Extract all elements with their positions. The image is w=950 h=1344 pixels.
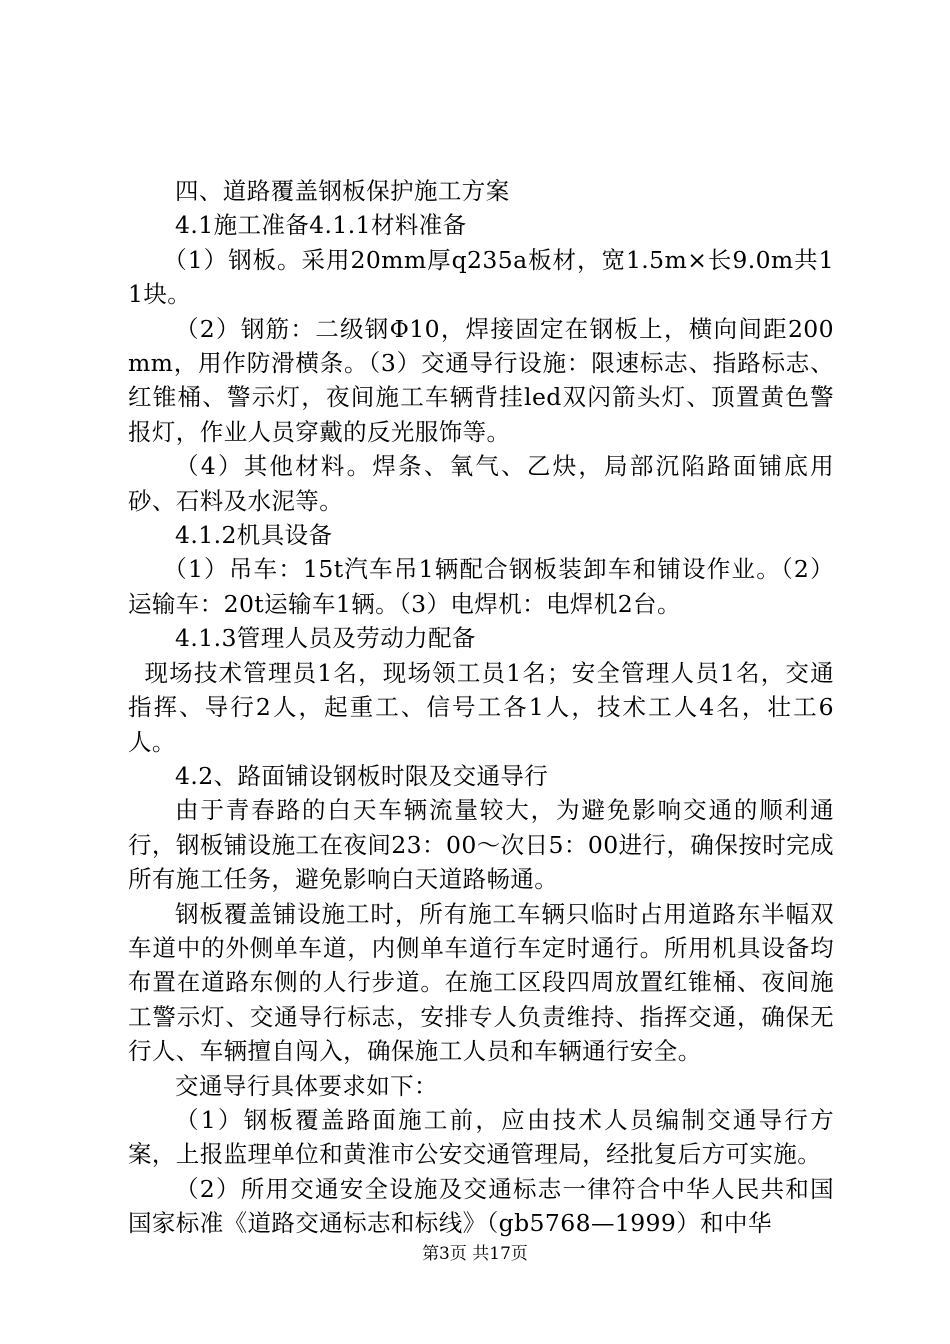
subsection-heading: 4.2、路面铺设钢板时限及交通导行 <box>175 761 549 790</box>
paragraph: 由于青春路的白天车辆流量较大，为避免影响交通的顺利通行，钢板铺设施工在夜间23：00～次日5：00进行，确保按时完成所有施工任务，避免影响白天道路畅通。 <box>128 796 834 894</box>
paragraph: （2）所用交通安全设施及交通标志一律符合中华人民共和国国家标准《道路交通标志和标线》（gb5768—1999）和中华 <box>128 1174 834 1238</box>
subsection-heading: 4.1施工准备4.1.1材料准备 <box>175 211 467 240</box>
paragraph: （1）钢板覆盖路面施工前，应由技术人员编制交通导行方案，上报监理单位和黄淮市公安交通管理局，经批复后方可实施。 <box>128 1105 834 1169</box>
section-heading: 四、道路覆盖钢板保护施工方案 <box>175 177 510 205</box>
paragraph: （2）钢筋：二级钢Φ10，焊接固定在钢板上，横向间距200mm，用作防滑横条。（3）交通导行设施：限速标志、指路标志、红锥桶、警示灯，夜间施工车辆背挂led双闪箭头灯、顶置黄色警报灯，作业人员穿戴的反光服饰等。 <box>128 314 834 446</box>
paragraph: （1）吊车：15t汽车吊1辆配合钢板装卸车和铺设作业。（2）运输车：20t运输车1辆。（3）电焊机：电焊机2台。 <box>128 555 834 618</box>
subsection-heading: 4.1.3管理人员及劳动力配备 <box>175 624 476 653</box>
paragraph: 钢板覆盖铺设施工时，所有施工车辆只临时占用道路东半幅双车道中的外侧单车道，内侧单车道行车定时通行。所用机具设备均布置在道路东侧的人行步道。在施工区段四周放置红锥桶、夜间施工警示灯、交通导行标志，安排专人负责维持、指挥交通，确保无行人、车辆擅自闯入，确保施工人员和车辆通行安全。 <box>128 899 834 1066</box>
subsection-heading: 4.1.2机具设备 <box>175 521 333 550</box>
paragraph: 交通导行具体要求如下： <box>175 1071 438 1100</box>
page-footer: 第3页 共17页 <box>422 1244 528 1264</box>
paragraph: （4）其他材料。焊条、氧气、乙炔，局部沉陷路面铺底用砂、石料及水泥等。 <box>128 452 834 515</box>
paragraph: （1）钢板。采用20mm厚q235a板材，宽1.5m×长9.0m共11块。 <box>128 245 834 309</box>
document-body <box>128 174 834 1241</box>
paragraph: 现场技术管理员1名，现场领工员1名；安全管理人员1名，交通指挥、导行2人，起重工、信号工各1人，技术工人4名，壮工6人。 <box>128 658 834 756</box>
